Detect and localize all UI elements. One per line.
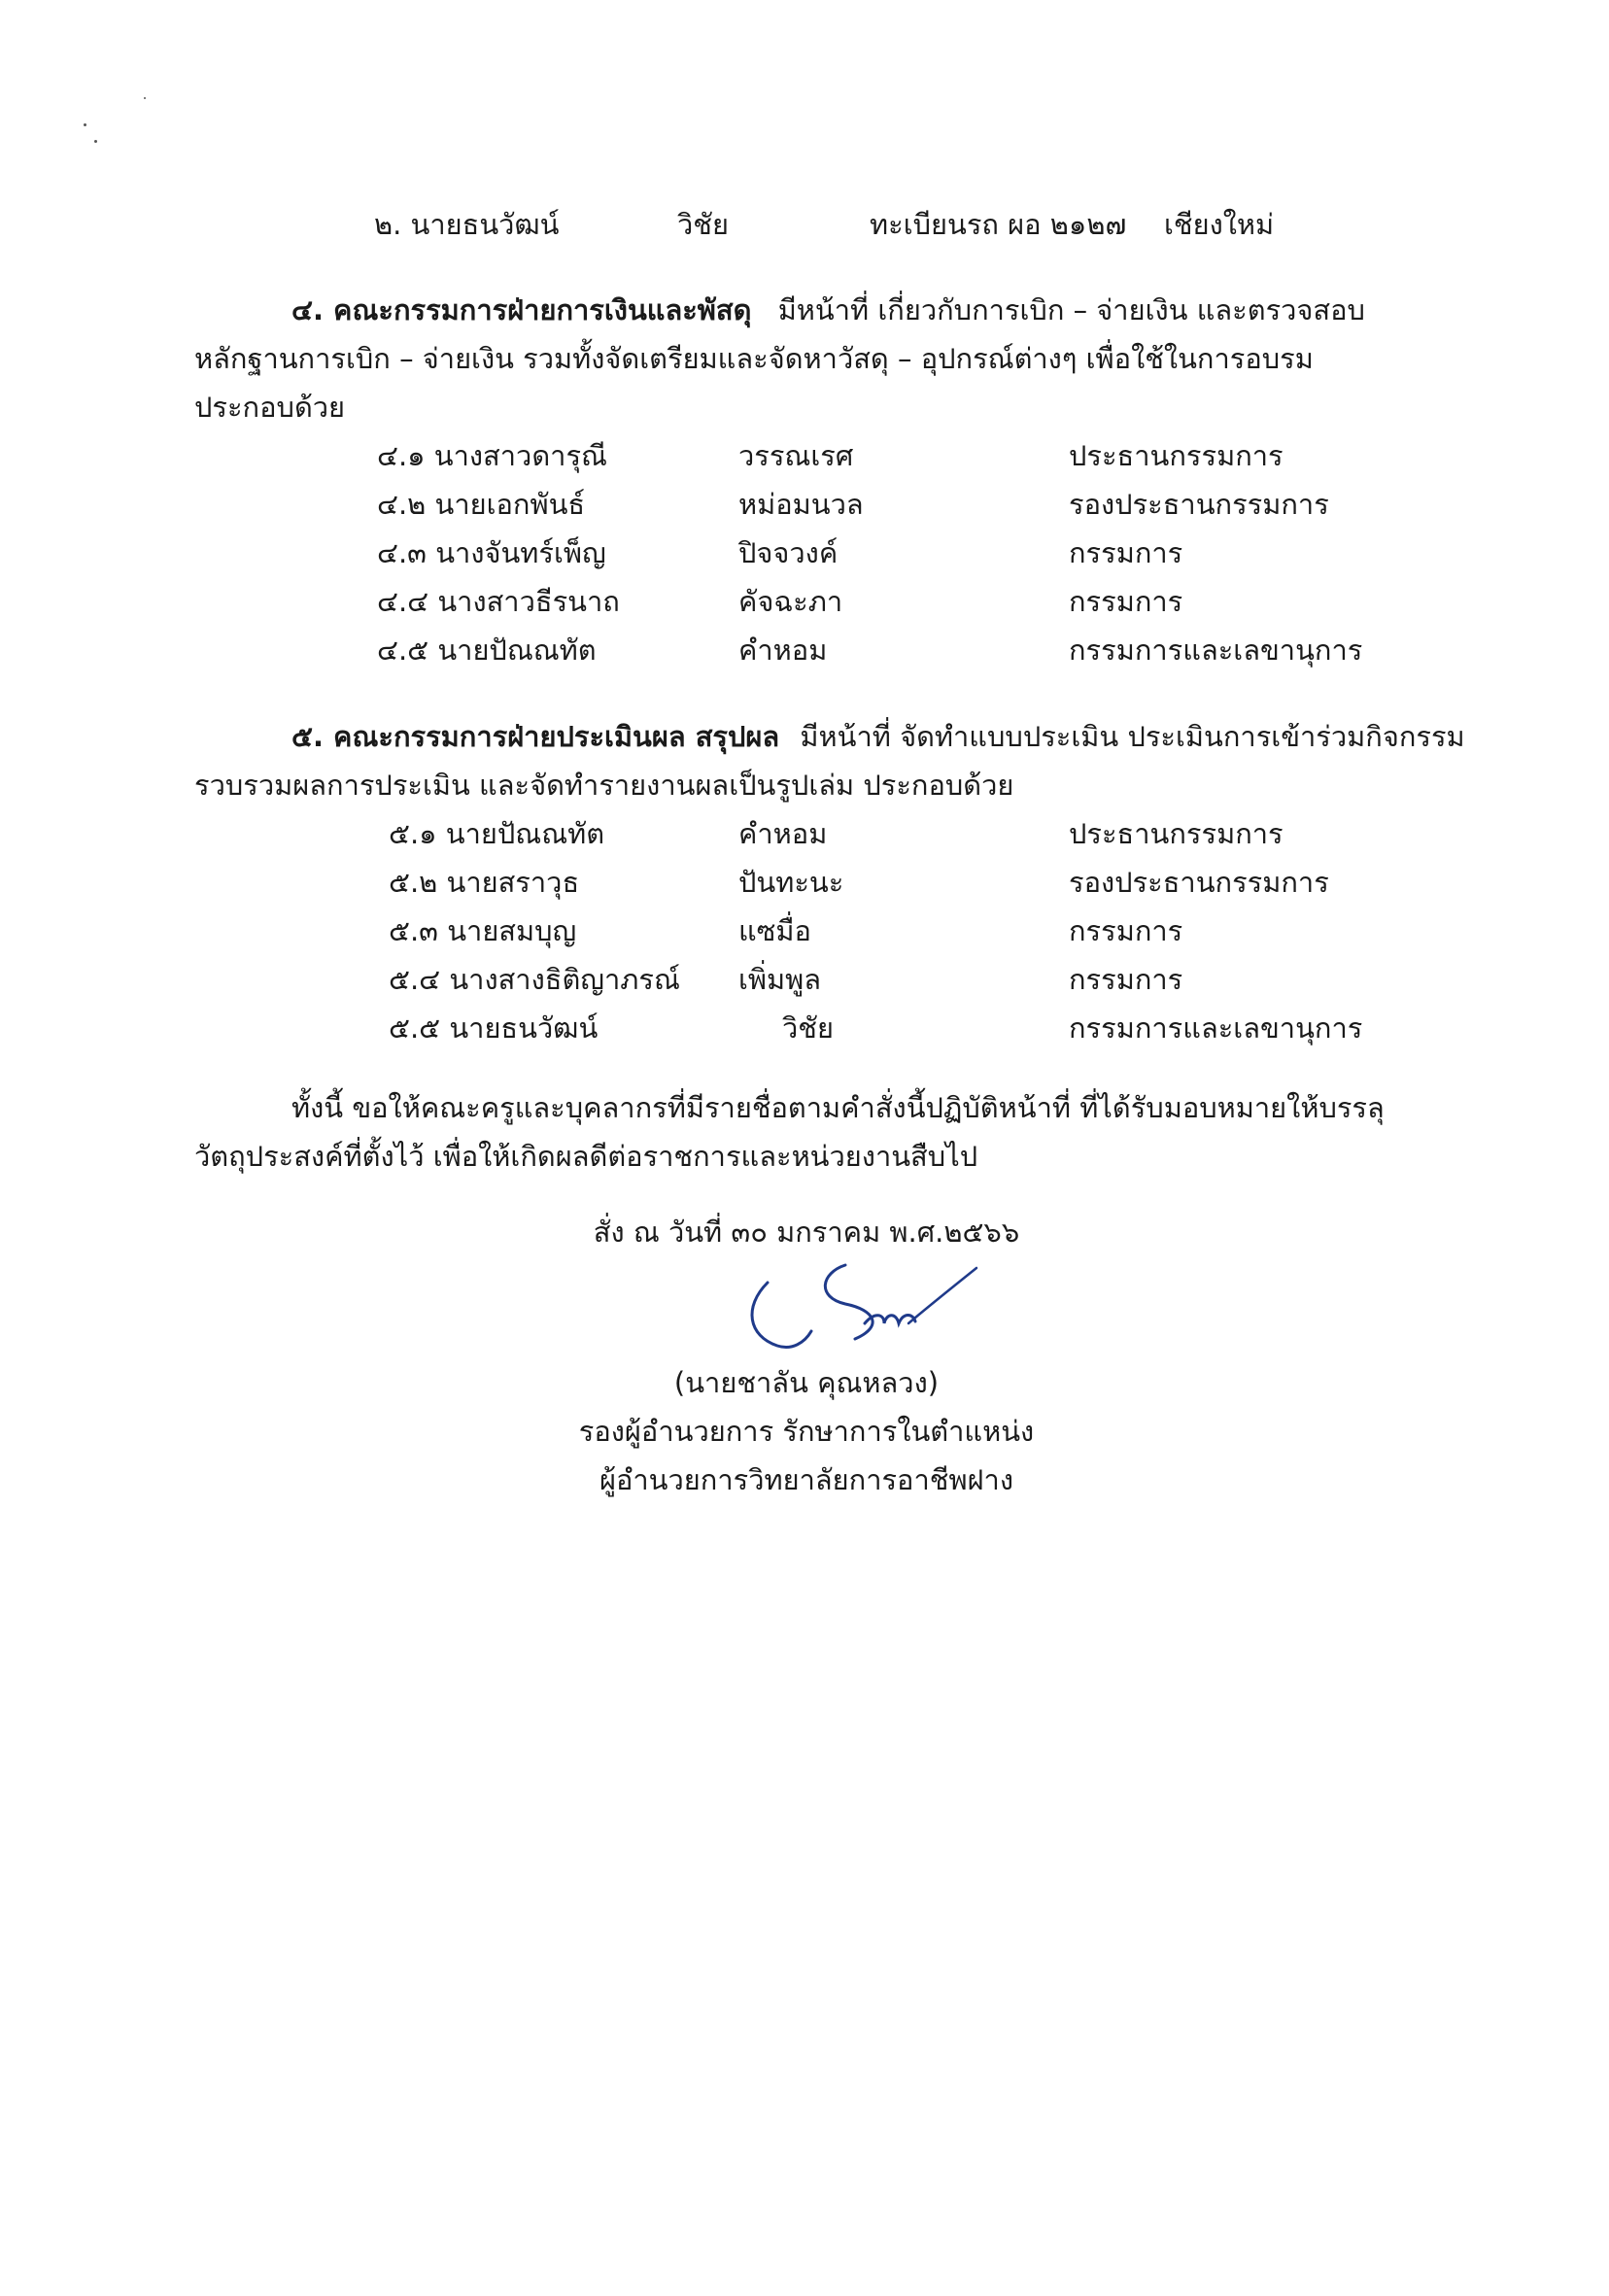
- top-line-vehicle: ทะเบียนรถ ผอ ๒๑๒๗: [870, 208, 1127, 241]
- signer-position-2: ผู้อำนวยการวิทยาลัยการอาชีพฝาง: [599, 1463, 1013, 1496]
- top-line-name: ๒. นายธนวัฒน์: [374, 208, 560, 241]
- member-name: ๕.๑ นายปัณณทัต: [389, 817, 605, 850]
- member-role: กรรมการ: [1069, 963, 1183, 996]
- member-surname: คัจฉะภา: [738, 585, 843, 618]
- member-role: กรรมการและเลขานุการ: [1069, 1011, 1363, 1045]
- member-role: ประธานกรรมการ: [1069, 439, 1284, 472]
- member-name: ๕.๓ นายสมบุญ: [389, 914, 577, 947]
- member-name: ๕.๒ นายสราวุธ: [389, 866, 580, 899]
- section-4-member: [0, 482, 1609, 521]
- signer-name: (นายชาลัน คุณหลวง): [673, 1366, 940, 1399]
- member-name: ๔.๒ นายเอกพันธ์: [377, 488, 586, 521]
- section-4-heading: ๔. คณะกรรมการฝ่ายการเงินและพัสดุ: [291, 293, 752, 326]
- scan-speck: [94, 140, 97, 143]
- member-surname: เพิ่มพูล: [738, 963, 822, 996]
- closing-line-2: วัตถุประสงค์ที่ตั้งไว้ เพื่อให้เกิดผลดีต่อราชการและหน่วยงานสืบไป: [194, 1140, 978, 1173]
- member-name: ๔.๓ นางจันทร์เพ็ญ: [377, 536, 606, 569]
- section-5-member: [0, 908, 1609, 947]
- member-role: ประธานกรรมการ: [1069, 817, 1284, 850]
- section-5-member: [0, 811, 1609, 850]
- section-4-member: [0, 628, 1609, 667]
- section-4-line-3: ประกอบด้วย: [194, 391, 346, 424]
- section-4-line-2: หลักฐานการเบิก – จ่ายเงิน รวมทั้งจัดเตรียมและจัดหาวัสดุ – อุปกรณ์ต่างๆ เพื่อใช้ในการอบรม: [194, 342, 1314, 375]
- order-date: สั่ง ณ วันที่ ๓๐ มกราคม พ.ศ.๒๕๖๖: [593, 1216, 1020, 1249]
- member-role: กรรมการ: [1069, 585, 1183, 618]
- member-surname: คำหอม: [738, 634, 828, 667]
- section-4-member: [0, 433, 1609, 472]
- scan-speck: [84, 123, 86, 126]
- section-5-member: [0, 957, 1609, 996]
- member-name: ๕.๔ นางสางธิติญาภรณ์: [389, 963, 680, 996]
- member-role: รองประธานกรรมการ: [1069, 488, 1329, 521]
- member-role: กรรมการ: [1069, 914, 1183, 947]
- member-surname: วิชัย: [782, 1011, 834, 1045]
- section-5-intro: มีหน้าที่ จัดทำแบบประเมิน ประเมินการเข้าร่วมกิจกรรม: [800, 720, 1465, 753]
- section-4-intro: มีหน้าที่ เกี่ยวกับการเบิก – จ่ายเงิน และตรวจสอบ: [777, 293, 1365, 326]
- top-line-surname: วิชัย: [677, 208, 729, 241]
- member-name: ๕.๕ นายธนวัฒน์: [389, 1011, 599, 1045]
- member-role: กรรมการและเลขานุการ: [1069, 634, 1363, 667]
- top-line-province: เชียงใหม่: [1164, 208, 1275, 241]
- member-surname: ปิจจวงค์: [738, 536, 839, 569]
- member-name: ๔.๔ นางสาวธีรนาถ: [377, 585, 620, 618]
- section-5-line-1: [291, 714, 1465, 759]
- member-surname: แซมื่อ: [738, 914, 811, 947]
- member-role: รองประธานกรรมการ: [1069, 866, 1329, 899]
- top-line: [0, 202, 1609, 241]
- member-role: กรรมการ: [1069, 536, 1183, 569]
- member-surname: ปันทะนะ: [738, 866, 844, 899]
- section-4-line-1: [291, 288, 1365, 332]
- section-5-heading: ๕. คณะกรรมการฝ่ายประเมินผล สรุปผล: [291, 720, 780, 753]
- section-4-member: [0, 579, 1609, 618]
- handwritten-signature: [738, 1253, 991, 1360]
- member-name: ๔.๕ นายปัณณทัต: [377, 634, 597, 667]
- member-surname: วรรณเรศ: [738, 439, 854, 472]
- member-surname: หม่อมนวล: [738, 488, 864, 521]
- section-5-member: [0, 860, 1609, 899]
- member-surname: คำหอม: [738, 817, 828, 850]
- section-5-member: [0, 1006, 1609, 1045]
- signer-position-1: รองผู้อำนวยการ รักษาการในตำแหน่ง: [578, 1415, 1035, 1448]
- section-5-line-2: รวบรวมผลการประเมิน และจัดทำรายงานผลเป็นรูปเล่ม ประกอบด้วย: [194, 769, 1014, 802]
- closing-line-1: ทั้งนี้ ขอให้คณะครูและบุคลากรที่มีรายชื่อตามคำสั่งนี้ปฏิบัติหน้าที่ ที่ได้รับมอบหมายให้บรรลุ: [291, 1091, 1385, 1124]
- section-4-member: [0, 531, 1609, 569]
- scan-speck: [144, 97, 146, 99]
- member-name: ๔.๑ นางสาวดารุณี: [377, 439, 607, 472]
